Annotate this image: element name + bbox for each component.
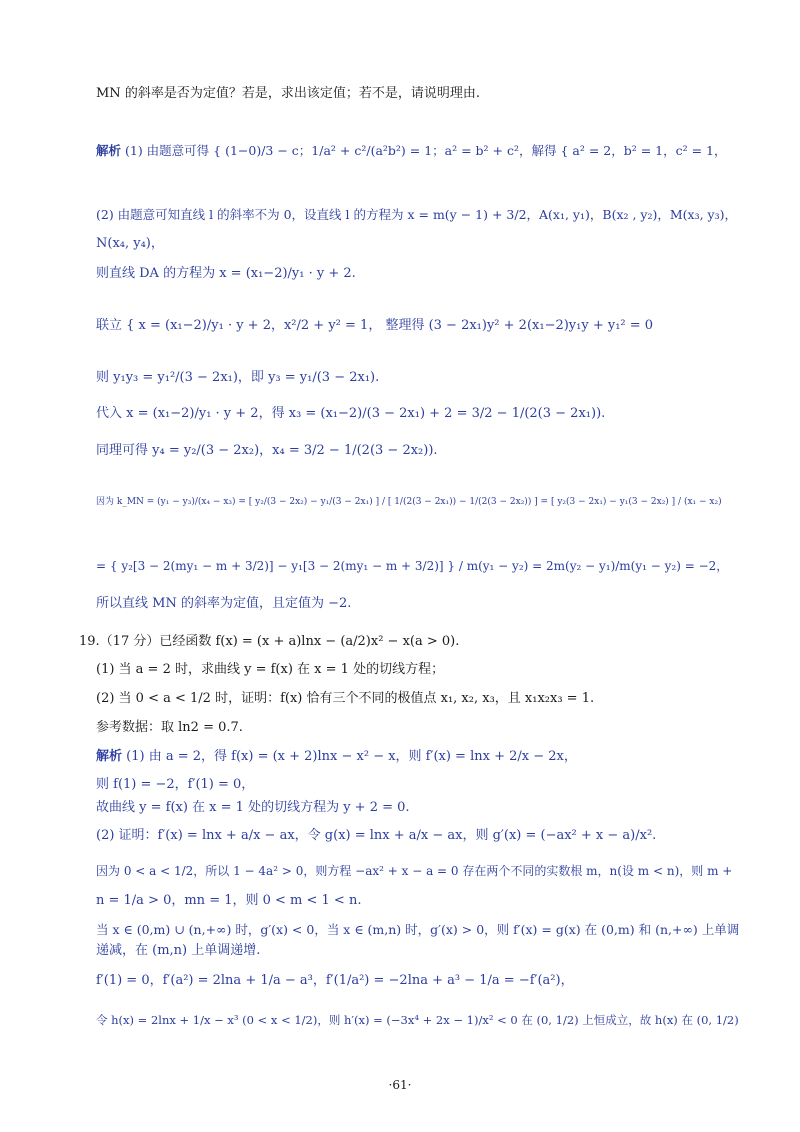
line-text: (2) 当 0 < a < 1/2 时，证明：f(x) 恰有三个不同的极值点 x₁, x₂, x₃，且 x₁x₂x₃ = 1. — [96, 691, 595, 706]
line-text: 参考数据：取 ln2 = 0.7. — [96, 720, 243, 735]
text-line — [96, 777, 254, 793]
text-line — [96, 143, 727, 159]
text-line — [96, 662, 444, 678]
line-text: 则 y₁y₃ = y₁²/(3 − 2x₁)，即 y₃ = y₁/(3 − 2x₁). — [96, 370, 380, 385]
text-line — [96, 800, 410, 816]
line-text: 当 x ∈ (0,m) ∪ (n,+∞) 时，g′(x) < 0，当 x ∈ (m,n) 时，g′(x) > 0，则 f′(x) = g(x) 在 (0,m) 和 (n,+∞) 上单调 — [96, 922, 740, 937]
solution-label: 解析 — [96, 749, 123, 764]
line-text: 因为 k_MN = (y₁ − y₃)/(x₄ − x₃) = [ y₂/(3 − 2x₂) − y₁/(3 − 2x₁) ] / [ 1/(2(3 − 2x₁)) − 1/(2(3 − 2x₂)) ] = [ y₂(3 − 2x₁) − y₁(3 − 2x₂) ] / (x₁ − x₂) — [96, 497, 722, 507]
line-text: 代入 x = (x₁−2)/y₁ · y + 2，得 x₃ = (x₁−2)/(3 − 2x₁) + 2 = 3/2 − 1/(2(3 − 2x₁)). — [96, 406, 606, 421]
line-text: 同理可得 y₄ = y₂/(3 − 2x₂)，x₄ = 3/2 − 1/(2(3 − 2x₂)). — [96, 443, 438, 458]
text-line — [96, 863, 732, 879]
text-line — [96, 922, 739, 938]
line-text: (1) 由 a = 2，得 f(x) = (x + 2)lnx − x² − x，则 f′(x) = lnx + 2/x − 2x， — [126, 749, 577, 764]
line-text: 联立 { x = (x₁−2)/y₁ · y + 2，x²/2 + y² = 1， 整理得 (3 − 2x₁)y² + 2(x₁−2)y₁y + y₁² = 0 — [96, 318, 654, 333]
line-text: n = 1/a > 0，mn = 1，则 0 < m < 1 < n. — [96, 893, 362, 908]
text-line — [96, 86, 480, 102]
line-text: 因为 0 < a < 1/2，所以 1 − 4a² > 0，则方程 −ax² + x − a = 0 存在两个不同的实数根 m，n(设 m < n)，则 m + — [96, 864, 733, 878]
solution-label: 解析 — [96, 143, 122, 158]
line-text: (1) 当 a = 2 时，求曲线 y = f(x) 在 x = 1 处的切线方程； — [96, 662, 445, 677]
text-line — [96, 207, 737, 223]
line-text: 递减，在 (m,n) 上单调递增. — [96, 943, 261, 958]
line-text: 则 f(1) = −2，f′(1) = 0， — [96, 777, 255, 792]
text-line — [96, 973, 574, 989]
text-line — [96, 406, 605, 422]
text-line — [96, 318, 653, 334]
line-text: 则直线 DA 的方程为 x = (x₁−2)/y₁ · y + 2. — [96, 266, 356, 281]
text-line — [96, 1012, 739, 1028]
text-line — [96, 943, 260, 959]
text-line — [79, 634, 459, 650]
text-line — [96, 370, 379, 386]
line-text: f′(1) = 0，f′(a²) = 2lna + 1/a − a³，f′(1/a²) = −2lna + a³ − 1/a = −f′(a²)， — [96, 973, 574, 988]
text-line — [96, 494, 722, 510]
line-text: 所以直线 MN 的斜率为定值，且定值为 −2. — [96, 596, 352, 611]
text-line — [96, 828, 656, 844]
line-text: MN 的斜率是否为定值？若是，求出该定值；若不是，请说明理由. — [96, 86, 480, 101]
line-text: 19.（17 分）已经函数 f(x) = (x + a)lnx − (a/2)x² − x(a > 0). — [79, 634, 460, 649]
text-line — [96, 558, 728, 574]
line-text: (2) 由题意可知直线 l 的斜率不为 0，设直线 l 的方程为 x = m(y − 1) + 3/2，A(x₁, y₁)，B(x₂ , y₂)，M(x₃, y₃)， — [96, 207, 738, 222]
line-text: = { y₂[3 − 2(my₁ − m + 3/2)] − y₁[3 − 2(my₁ − m + 3/2)] } / m(y₁ − y₂) = 2m(y₂ − y₁)/m(y₁ − y₂) = −2， — [96, 559, 729, 573]
text-line — [96, 443, 438, 459]
line-text: N(x₄, y₄)， — [96, 236, 164, 251]
text-line — [96, 691, 594, 707]
page-number: ·61· — [388, 1078, 412, 1092]
line-text: (2) 证明：f′(x) = lnx + a/x − ax，令 g(x) = lnx + a/x − ax，则 g′(x) = (−ax² + x − a)/x². — [96, 828, 657, 843]
line-text: (1) 由题意可得 { (1−0)/3 − c；1/a² + c²/(a²b²) = 1；a² = b² + c²，解得 { a² = 2，b² = 1，c² = 1， — [125, 143, 727, 158]
text-line — [96, 893, 361, 909]
text-line — [96, 266, 356, 282]
text-line — [96, 596, 351, 612]
line-text: 故曲线 y = f(x) 在 x = 1 处的切线方程为 y + 2 = 0. — [96, 800, 410, 815]
text-line — [96, 236, 164, 252]
text-line — [96, 720, 243, 736]
line-text: 令 h(x) = 2lnx + 1/x − x³ (0 < x < 1/2)，则 h′(x) = (−3x⁴ + 2x − 1)/x² < 0 在 (0, 1/2) 上恒成立，故 h(x) 在 (0, 1/2) — [96, 1013, 739, 1027]
text-line — [96, 749, 577, 765]
